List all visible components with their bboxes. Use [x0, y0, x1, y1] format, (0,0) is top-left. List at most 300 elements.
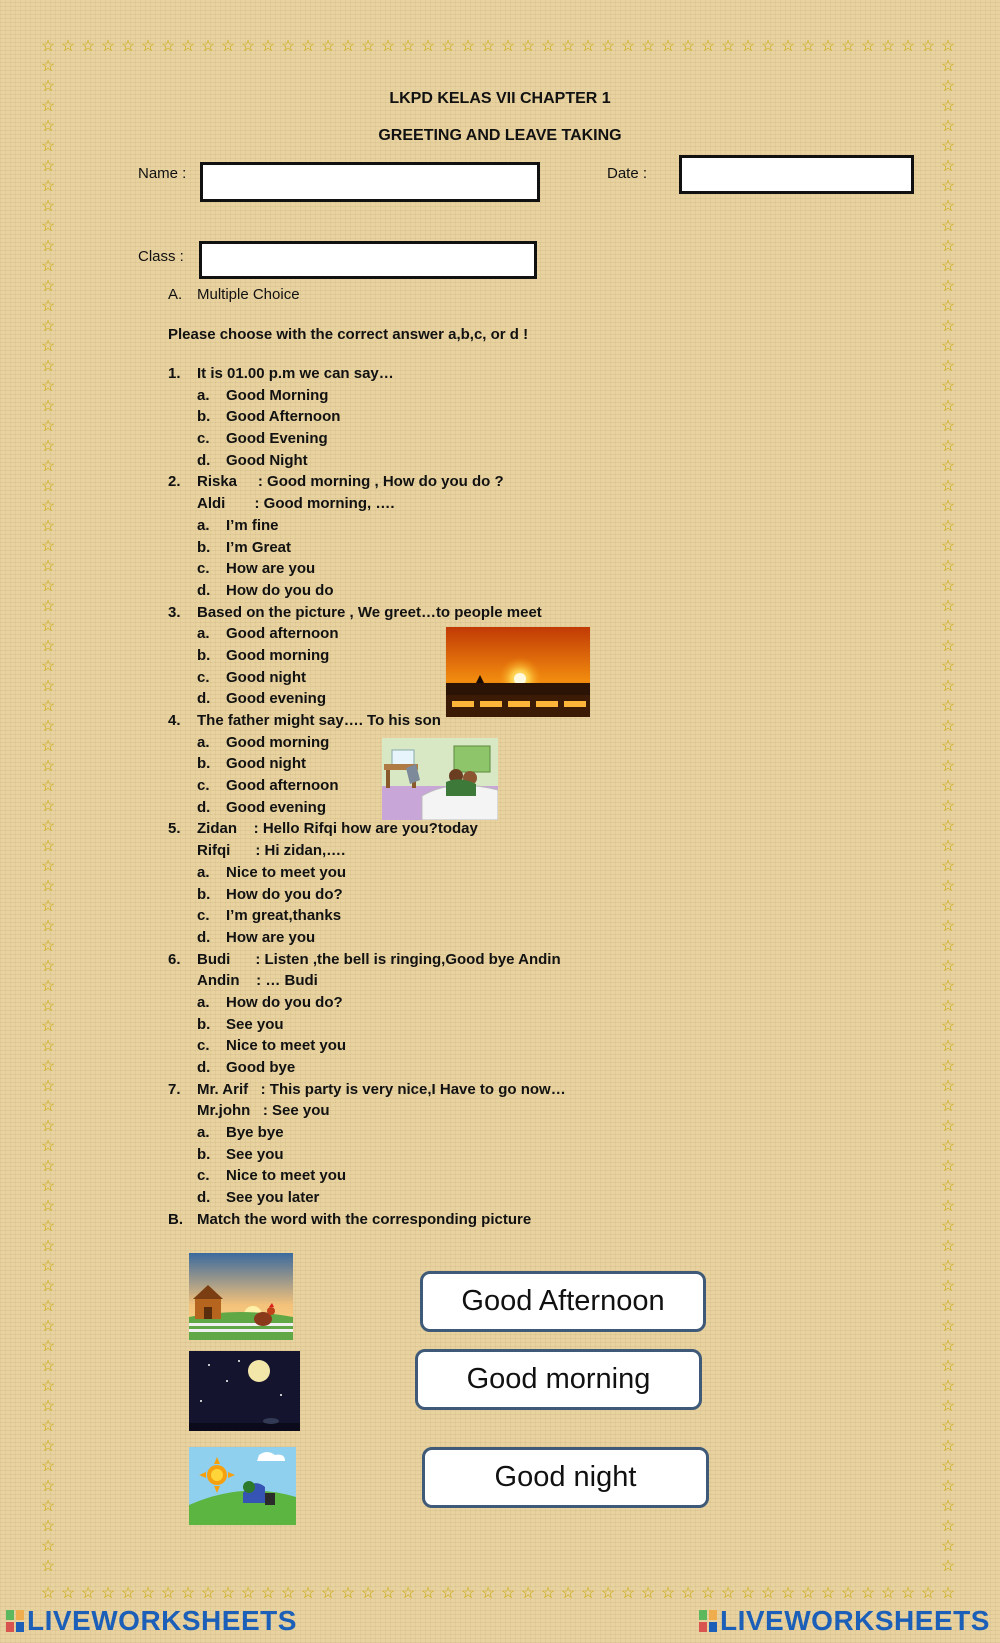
star-icon: ☆ [500, 1585, 516, 1602]
section-b-title: Match the word with the corresponding picture [197, 1210, 532, 1228]
option-text: See you [226, 1015, 284, 1033]
option-letter: c. [197, 1167, 210, 1185]
worksheet-title: LKPD KELAS VII CHAPTER 1 [389, 90, 611, 107]
star-icon: ☆ [40, 1498, 56, 1515]
option-letter: a. [197, 516, 210, 534]
star-icon: ☆ [540, 1585, 556, 1602]
star-icon: ☆ [540, 38, 556, 55]
star-icon: ☆ [440, 38, 456, 55]
star-icon: ☆ [40, 938, 56, 955]
star-icon: ☆ [40, 378, 56, 395]
star-icon: ☆ [940, 718, 956, 735]
star-icon: ☆ [40, 918, 56, 935]
question-text: It is 01.00 p.m we can say… [197, 365, 394, 382]
star-icon: ☆ [940, 998, 956, 1015]
star-icon: ☆ [380, 1585, 396, 1602]
star-icon: ☆ [360, 38, 376, 55]
star-icon: ☆ [940, 238, 956, 255]
star-icon: ☆ [560, 38, 576, 55]
star-icon: ☆ [40, 1078, 56, 1095]
question-text: Zidan : Hello Rifqi how are you?today [197, 820, 478, 838]
option-text: Good morning [226, 646, 330, 664]
star-icon: ☆ [940, 678, 956, 695]
option-text: How do you do [226, 581, 334, 599]
star-icon: ☆ [440, 1585, 456, 1602]
star-icon: ☆ [280, 38, 296, 55]
option-letter: a. [197, 863, 210, 881]
section-a-letter: A. [168, 286, 183, 303]
question-number: 5. [168, 820, 181, 838]
star-icon: ☆ [40, 1358, 56, 1375]
option-letter: d. [197, 1189, 211, 1207]
option-text: How are you [226, 560, 316, 578]
star-icon: ☆ [40, 1218, 56, 1235]
good-morning-button[interactable]: Good morning [415, 1349, 702, 1410]
liveworksheets-logo-left [6, 1605, 297, 1637]
star-icon: ☆ [640, 1585, 656, 1602]
option-text: See you later [226, 1189, 320, 1207]
star-icon: ☆ [40, 498, 56, 515]
star-icon: ☆ [480, 38, 496, 55]
star-icon: ☆ [40, 278, 56, 295]
star-border-top [38, 37, 960, 57]
star-icon: ☆ [40, 1158, 56, 1175]
star-icon: ☆ [740, 1585, 756, 1602]
star-icon: ☆ [40, 1538, 56, 1555]
dialog-line: Aldi : Good morning, …. [197, 495, 395, 513]
option-text: Good Afternoon [226, 408, 341, 426]
sunset-picture [446, 627, 590, 717]
star-icon: ☆ [940, 1278, 956, 1295]
star-icon: ☆ [940, 478, 956, 495]
star-icon: ☆ [940, 358, 956, 375]
option-letter: a. [197, 993, 210, 1011]
star-icon: ☆ [620, 1585, 636, 1602]
star-icon: ☆ [200, 1585, 216, 1602]
star-icon: ☆ [460, 1585, 476, 1602]
star-icon: ☆ [40, 698, 56, 715]
option-text: Good evening [226, 690, 327, 708]
star-icon: ☆ [40, 678, 56, 695]
option-text: How do you do? [226, 885, 343, 903]
star-icon: ☆ [220, 1585, 236, 1602]
star-icon: ☆ [40, 1458, 56, 1475]
option-text: See you [226, 1145, 284, 1163]
star-icon: ☆ [100, 38, 116, 55]
star-icon: ☆ [40, 138, 56, 155]
star-icon: ☆ [60, 38, 76, 55]
option-letter: b. [197, 1015, 211, 1033]
star-icon: ☆ [40, 298, 56, 315]
star-icon: ☆ [700, 38, 716, 55]
brand-text: LIVEWORKSHEETS [27, 1605, 297, 1636]
star-icon: ☆ [940, 918, 956, 935]
star-icon: ☆ [60, 1585, 76, 1602]
star-icon: ☆ [420, 1585, 436, 1602]
star-icon: ☆ [940, 118, 956, 135]
option-letter: d. [197, 690, 211, 708]
star-icon: ☆ [40, 1398, 56, 1415]
star-icon: ☆ [940, 838, 956, 855]
question-text: Budi : Listen ,the bell is ringing,Good bye Andin [197, 950, 561, 968]
star-icon: ☆ [40, 198, 56, 215]
star-icon: ☆ [40, 1478, 56, 1495]
star-icon: ☆ [940, 958, 956, 975]
star-icon: ☆ [400, 38, 416, 55]
star-icon: ☆ [40, 1278, 56, 1295]
star-icon: ☆ [940, 398, 956, 415]
star-icon: ☆ [40, 238, 56, 255]
star-icon: ☆ [40, 118, 56, 135]
star-icon: ☆ [40, 818, 56, 835]
star-icon: ☆ [940, 318, 956, 335]
star-icon: ☆ [40, 398, 56, 415]
star-icon: ☆ [520, 38, 536, 55]
star-icon: ☆ [300, 1585, 316, 1602]
star-icon: ☆ [140, 1585, 156, 1602]
star-icon: ☆ [940, 58, 956, 75]
star-icon: ☆ [840, 38, 856, 55]
option-text: How do you do? [226, 993, 343, 1011]
star-icon: ☆ [940, 438, 956, 455]
star-icon: ☆ [280, 1585, 296, 1602]
star-icon: ☆ [940, 1338, 956, 1355]
option-text: Good night [226, 755, 306, 773]
star-icon: ☆ [320, 38, 336, 55]
star-icon: ☆ [940, 878, 956, 895]
star-icon: ☆ [180, 38, 196, 55]
star-icon: ☆ [940, 1258, 956, 1275]
star-icon: ☆ [940, 1458, 956, 1475]
star-icon: ☆ [940, 1118, 956, 1135]
option-text: Good morning [226, 733, 330, 751]
star-icon: ☆ [940, 258, 956, 275]
star-icon: ☆ [940, 1158, 956, 1175]
star-icon: ☆ [940, 278, 956, 295]
star-icon: ☆ [40, 438, 56, 455]
instruction-text: Please choose with the correct answer a,b,c, or d ! [168, 326, 529, 343]
star-icon: ☆ [40, 558, 56, 575]
star-icon: ☆ [940, 1058, 956, 1075]
star-icon: ☆ [380, 38, 396, 55]
liveworksheets-icon [6, 1607, 24, 1629]
star-icon: ☆ [940, 138, 956, 155]
option-text: Nice to meet you [226, 1037, 347, 1055]
star-border-bottom [38, 1584, 960, 1604]
option-text: How are you [226, 928, 316, 946]
star-icon: ☆ [720, 1585, 736, 1602]
star-icon: ☆ [940, 218, 956, 235]
section-a-title: Multiple Choice [197, 286, 300, 303]
option-letter: d. [197, 451, 211, 469]
star-icon: ☆ [40, 38, 56, 55]
star-icon: ☆ [480, 1585, 496, 1602]
star-icon: ☆ [920, 38, 936, 55]
star-icon: ☆ [940, 638, 956, 655]
star-icon: ☆ [40, 1098, 56, 1115]
star-icon: ☆ [940, 738, 956, 755]
option-text: Good afternoon [226, 625, 339, 643]
star-icon: ☆ [940, 198, 956, 215]
star-icon: ☆ [660, 38, 676, 55]
star-icon: ☆ [40, 998, 56, 1015]
star-icon: ☆ [40, 1378, 56, 1395]
good-night-button[interactable]: Good night [422, 1447, 709, 1508]
option-text: Nice to meet you [226, 1167, 347, 1185]
question-number: 6. [168, 950, 181, 968]
star-icon: ☆ [40, 718, 56, 735]
star-icon: ☆ [40, 618, 56, 635]
class-label: Class : [138, 248, 184, 265]
star-icon: ☆ [680, 1585, 696, 1602]
star-icon: ☆ [40, 418, 56, 435]
star-icon: ☆ [940, 1438, 956, 1455]
star-icon: ☆ [40, 838, 56, 855]
section-b-letter: B. [168, 1210, 183, 1228]
star-icon: ☆ [860, 38, 876, 55]
option-text: Good Morning [226, 386, 329, 404]
question-number: 2. [168, 473, 181, 491]
star-icon: ☆ [940, 1538, 956, 1555]
star-icon: ☆ [40, 1178, 56, 1195]
star-icon: ☆ [940, 618, 956, 635]
worksheet-subtitle: GREETING AND LEAVE TAKING [378, 127, 622, 144]
star-icon: ☆ [580, 1585, 596, 1602]
star-icon: ☆ [40, 58, 56, 75]
name-field[interactable] [200, 162, 540, 202]
star-icon: ☆ [40, 858, 56, 875]
star-icon: ☆ [40, 1038, 56, 1055]
star-icon: ☆ [40, 318, 56, 335]
star-icon: ☆ [760, 1585, 776, 1602]
star-border-left [38, 57, 58, 1584]
star-icon: ☆ [940, 178, 956, 195]
star-icon: ☆ [820, 38, 836, 55]
star-icon: ☆ [900, 38, 916, 55]
good-afternoon-button[interactable]: Good Afternoon [420, 1271, 706, 1332]
option-letter: b. [197, 885, 211, 903]
star-icon: ☆ [560, 1585, 576, 1602]
star-icon: ☆ [40, 78, 56, 95]
star-icon: ☆ [940, 1558, 956, 1575]
option-text: Nice to meet you [226, 863, 347, 881]
star-icon: ☆ [940, 1178, 956, 1195]
star-icon: ☆ [940, 378, 956, 395]
star-icon: ☆ [100, 1585, 116, 1602]
option-letter: c. [197, 430, 210, 448]
class-field[interactable] [199, 241, 537, 279]
option-text: I’m Great [226, 538, 292, 556]
star-icon: ☆ [40, 758, 56, 775]
star-icon: ☆ [940, 1318, 956, 1335]
star-icon: ☆ [40, 1018, 56, 1035]
star-icon: ☆ [620, 38, 636, 55]
option-letter: c. [197, 777, 210, 795]
star-icon: ☆ [940, 858, 956, 875]
star-icon: ☆ [940, 1585, 956, 1602]
star-icon: ☆ [360, 1585, 376, 1602]
star-icon: ☆ [40, 1238, 56, 1255]
star-icon: ☆ [700, 1585, 716, 1602]
option-letter: b. [197, 755, 211, 773]
question-text: Mr. Arif : This party is very nice,I Have to go now… [197, 1080, 566, 1098]
star-icon: ☆ [940, 1358, 956, 1375]
star-icon: ☆ [900, 1585, 916, 1602]
star-icon: ☆ [240, 1585, 256, 1602]
star-icon: ☆ [40, 158, 56, 175]
star-icon: ☆ [940, 558, 956, 575]
star-icon: ☆ [780, 38, 796, 55]
star-icon: ☆ [940, 898, 956, 915]
star-icon: ☆ [40, 1338, 56, 1355]
star-icon: ☆ [400, 1585, 416, 1602]
bedroom-picture [382, 738, 498, 820]
star-icon: ☆ [660, 1585, 676, 1602]
star-icon: ☆ [40, 1518, 56, 1535]
star-icon: ☆ [40, 658, 56, 675]
star-icon: ☆ [180, 1585, 196, 1602]
option-letter: c. [197, 1037, 210, 1055]
option-letter: d. [197, 928, 211, 946]
option-text: I’m fine [226, 516, 279, 534]
star-icon: ☆ [200, 38, 216, 55]
star-icon: ☆ [800, 38, 816, 55]
star-icon: ☆ [880, 38, 896, 55]
star-icon: ☆ [940, 538, 956, 555]
star-icon: ☆ [520, 1585, 536, 1602]
option-letter: c. [197, 907, 210, 925]
star-icon: ☆ [860, 1585, 876, 1602]
option-letter: d. [197, 1059, 211, 1076]
option-letter: c. [197, 560, 210, 578]
star-icon: ☆ [940, 518, 956, 535]
star-icon: ☆ [340, 1585, 356, 1602]
star-icon: ☆ [940, 1518, 956, 1535]
star-icon: ☆ [340, 38, 356, 55]
star-icon: ☆ [40, 898, 56, 915]
dialog-line: Rifqi : Hi zidan,…. [197, 842, 346, 860]
star-icon: ☆ [140, 38, 156, 55]
star-icon: ☆ [940, 1478, 956, 1495]
star-icon: ☆ [940, 298, 956, 315]
star-icon: ☆ [940, 1098, 956, 1115]
star-icon: ☆ [40, 978, 56, 995]
star-icon: ☆ [220, 38, 236, 55]
option-letter: a. [197, 386, 210, 404]
star-icon: ☆ [40, 538, 56, 555]
star-icon: ☆ [40, 1585, 56, 1602]
star-icon: ☆ [940, 1018, 956, 1035]
morning-farm-picture [189, 1253, 293, 1340]
star-icon: ☆ [460, 38, 476, 55]
star-icon: ☆ [260, 38, 276, 55]
star-icon: ☆ [40, 1558, 56, 1575]
star-icon: ☆ [940, 818, 956, 835]
option-text: Bye bye [226, 1124, 284, 1142]
option-text: Good bye [226, 1059, 296, 1076]
star-icon: ☆ [40, 458, 56, 475]
star-icon: ☆ [40, 1318, 56, 1335]
star-icon: ☆ [940, 458, 956, 475]
liveworksheets-logo-right [699, 1605, 990, 1637]
option-text: Good evening [226, 798, 327, 816]
star-icon: ☆ [120, 1585, 136, 1602]
star-icon: ☆ [940, 938, 956, 955]
star-icon: ☆ [40, 358, 56, 375]
date-field[interactable] [679, 155, 914, 194]
option-letter: b. [197, 408, 211, 426]
star-icon: ☆ [680, 38, 696, 55]
star-icon: ☆ [160, 38, 176, 55]
star-icon: ☆ [300, 38, 316, 55]
star-icon: ☆ [940, 598, 956, 615]
option-letter: d. [197, 581, 211, 599]
star-icon: ☆ [940, 38, 956, 55]
option-letter: a. [197, 625, 210, 643]
star-icon: ☆ [940, 698, 956, 715]
night-moon-picture [189, 1351, 300, 1431]
star-icon: ☆ [940, 418, 956, 435]
star-icon: ☆ [40, 958, 56, 975]
star-icon: ☆ [940, 1198, 956, 1215]
option-text: I’m great,thanks [226, 907, 342, 925]
star-icon: ☆ [940, 1238, 956, 1255]
star-icon: ☆ [40, 1058, 56, 1075]
dialog-line: Andin : … Budi [197, 972, 318, 990]
star-icon: ☆ [40, 518, 56, 535]
question-text: Riska : Good morning , How do you do ? [197, 473, 504, 491]
star-icon: ☆ [80, 38, 96, 55]
star-icon: ☆ [420, 38, 436, 55]
star-icon: ☆ [940, 778, 956, 795]
star-icon: ☆ [940, 158, 956, 175]
date-label: Date : [607, 165, 648, 182]
option-letter: a. [197, 1124, 210, 1142]
option-letter: b. [197, 1145, 211, 1163]
option-text: Good Evening [226, 430, 328, 448]
star-icon: ☆ [500, 38, 516, 55]
question-number: 4. [168, 712, 181, 729]
liveworksheets-icon [699, 1607, 717, 1629]
star-icon: ☆ [40, 1438, 56, 1455]
star-icon: ☆ [40, 878, 56, 895]
star-icon: ☆ [260, 1585, 276, 1602]
star-icon: ☆ [40, 98, 56, 115]
star-icon: ☆ [940, 1498, 956, 1515]
star-icon: ☆ [940, 658, 956, 675]
star-icon: ☆ [740, 38, 756, 55]
name-label: Name : [138, 165, 187, 182]
star-icon: ☆ [720, 38, 736, 55]
star-icon: ☆ [40, 1258, 56, 1275]
star-icon: ☆ [120, 38, 136, 55]
option-text: Good Night [226, 451, 308, 469]
star-icon: ☆ [920, 1585, 936, 1602]
option-letter: a. [197, 733, 210, 751]
star-icon: ☆ [940, 1078, 956, 1095]
star-border-right [938, 57, 958, 1584]
star-icon: ☆ [940, 338, 956, 355]
star-icon: ☆ [940, 1218, 956, 1235]
star-icon: ☆ [320, 1585, 336, 1602]
question-number: 1. [168, 365, 181, 382]
star-icon: ☆ [40, 258, 56, 275]
star-icon: ☆ [40, 1418, 56, 1435]
star-icon: ☆ [820, 1585, 836, 1602]
star-icon: ☆ [40, 478, 56, 495]
star-icon: ☆ [40, 738, 56, 755]
star-icon: ☆ [40, 798, 56, 815]
